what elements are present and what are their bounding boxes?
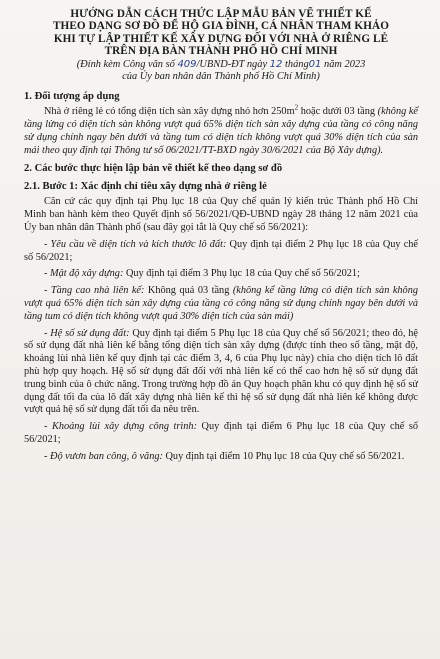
- list-item-setback: [24, 421, 418, 447]
- title-line-3: KHI TỰ LẬP THIẾT KẾ XÂY DỰNG ĐỐI VỚI NHÀ Ở RIÊNG LẺ: [53, 32, 389, 45]
- section1-paragraph: [24, 103, 419, 157]
- attachment-middle: /UBND-ĐT ngày: [196, 58, 270, 70]
- list-item-balcony: [24, 451, 418, 464]
- section1-superscript: 2: [294, 103, 299, 112]
- section2-heading: 2. Các bước thực hiện lập bản vẽ thiết kế theo dạng sơ đồ: [24, 163, 283, 175]
- attachment-doc-number: 409: [177, 58, 197, 70]
- item-label: - Khoảng lùi xây dựng công trình:: [44, 421, 198, 433]
- section1-italic-note: (không kể tầng lửng có diện tích sàn không vượt quá 65% diện tích sàn xây dựng của tầng có công năng sử dụng chính ngay bên dưới và tầng tum có diện tích không vượt quá 30% diện tích của sàn mái theo quy định tại Thông tư số 06/2021/TT-BXD ngày 30/6/2021 của Bộ Xây dựng).: [24, 106, 419, 156]
- attachment-note: [24, 59, 418, 85]
- item-label: - Hệ số sử dụng đất:: [44, 327, 130, 339]
- item-text: Quy định tại điểm 6 Phụ lục 18 của Quy chế số 56/2021;: [24, 421, 418, 445]
- attachment-year: năm 2023: [321, 58, 366, 70]
- section1-text: Nhà ở riêng lẻ có tổng diện tích sàn xây dựng nhỏ hơn 250m: [44, 106, 295, 118]
- item-label: - Yêu cầu về diện tích và kích thước lô đất:: [44, 238, 227, 250]
- item-text: Quy định tại điểm 5 Phụ lục 18 của Quy chế số 56/2021; theo đó, hệ số sử dụng đất nhà liên kế bằng tổng diện tích sàn xây dựng (được tính theo số tầng, mật độ, khoảng lùi nhà liên kế quy định tại các điểm 3, 4, 6 của Phụ lục này) chia cho diện tích lô đất phù hợp quy hoạch. Hệ số sử dụng đất đối với nhà liên kế có thể cao hơn hệ số sử dụng đất trung bình của ô chức năng. Trong trường hợp đồ án Quy hoạch phân khu có quy định hệ số sử dụng đất tối đa của lô đất xây dựng nhà liên kế thì hệ số sử dụng đất nhà liên kế không được vượt quá hệ số sử dụng đất tối đa nêu trên.: [24, 327, 418, 416]
- item-text: Quy định tại điểm 3 Phụ lục 18 của Quy chế số 56/2021;: [123, 268, 360, 280]
- title-line-4: TRÊN ĐỊA BÀN THÀNH PHỐ HỒ CHÍ MINH: [104, 45, 338, 58]
- list-item-land-use-ratio: [24, 328, 418, 418]
- item-label: - Tầng cao nhà liên kế:: [44, 285, 145, 297]
- item-label: - Mật độ xây dựng:: [44, 268, 124, 280]
- title-line-1: HƯỚNG DẪN CÁCH THỨC LẬP MẪU BẢN VẼ THIẾT KẾ: [70, 8, 372, 20]
- title-line-2: THEO DẠNG SƠ ĐỒ ĐỂ HỘ GIA ĐÌNH, CÁ NHÂN THAM KHẢO: [53, 20, 389, 33]
- attachment-month-label: tháng: [282, 58, 309, 70]
- attachment-line-1: [24, 59, 418, 72]
- list-item-area: [24, 239, 418, 265]
- item-label: - Độ vươn ban công, ô văng:: [44, 450, 163, 462]
- item-text: Quy định tại điểm 10 Phụ lục 18 của Quy chế số 56/2021.: [162, 450, 405, 462]
- section1-heading: 1. Đối tượng áp dụng: [24, 91, 120, 103]
- step1-intro: Căn cứ các quy định tại Phụ lục 18 của Quy chế quản lý kiến trúc Thành phố Hồ Chí Minh ban hành kèm theo Quyết định số 56/2021/QĐ-UBND ngày 28 tháng 12 năm 2021 của Ủy ban nhân dân Thành phố (sau đây gọi tắt là Quy chế số 56/2021):: [24, 196, 418, 233]
- item-italic-note: (không kể tầng lửng có diện tích sàn không vượt quá 65% diện tích sàn xây dựng của tầng có công năng sử dụng chính ngay bên dưới và tầng tum có diện tích không vượt quá 30% diện tích của sàn mái): [24, 285, 419, 322]
- list-item-floors: [24, 285, 418, 323]
- attachment-day: 12: [269, 58, 283, 70]
- attachment-prefix: (Đính kèm Công văn số: [76, 58, 178, 70]
- list-item-density: [24, 268, 418, 281]
- document-title: [24, 8, 418, 58]
- item-text: Quy định tại điểm 2 Phụ lục 18 của Quy chế số 56/2021;: [24, 238, 418, 263]
- section1-text-2: hoặc dưới 03 tầng: [298, 106, 378, 118]
- attachment-line-2: của Ủy ban nhân dân Thành phố Hồ Chí Minh): [122, 71, 320, 83]
- attachment-month: 01: [308, 58, 322, 70]
- step1-heading: 2.1. Bước 1: Xác định chỉ tiêu xây dựng nhà ở riêng lẻ: [24, 181, 267, 193]
- item-text: Không quá 03 tầng: [144, 285, 233, 297]
